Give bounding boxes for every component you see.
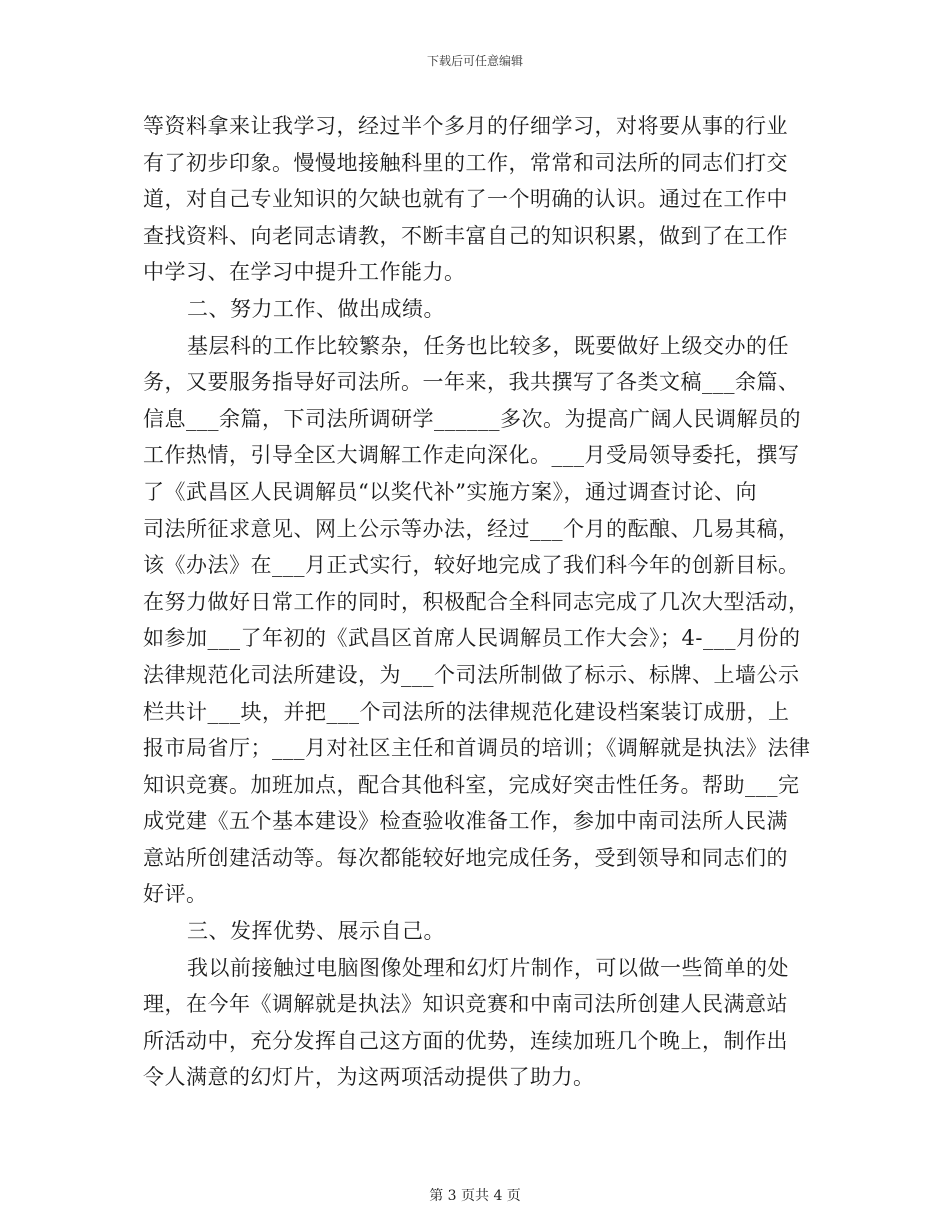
text-line: 道，对自己专业知识的欠缺也就有了一个明确的认识。通过在工作中 [143,187,788,212]
text-line: 在努力做好日常工作的同时，积极配合全科同志完成了几次大型活动， [143,589,810,614]
text-line: 知识竞赛。加班加点，配合其他科室，完成好突击性任务。帮助___完 [143,772,800,797]
text-line: 该《办法》在___月正式实行，较好地完成了我们科今年的创新目标。 [143,553,800,578]
text-line: 司法所征求意见、网上公示等办法，经过___个月的酝酿、几易其稿， [143,516,800,541]
text-line: 信息___余篇，下司法所调研学______多次。为提高广阔人民调解员的 [143,406,801,431]
document-body [143,108,813,1096]
text-line: 法律规范化司法所建设，为___个司法所制做了标示、标牌、上墙公示 [143,662,800,687]
text-line: 栏共计___块，并把___个司法所的法律规范化建设档案装订成册，上 [143,699,790,724]
text-line: 了《武昌区人民调解员“以奖代补”实施方案》，通过调查讨论、向 [143,479,757,504]
page-header: 下载后可任意编辑 [426,54,523,68]
page-number: 第 3 页共 4 页 [429,1188,521,1204]
text-line: 三、发挥优势、展示自己。 [187,919,445,944]
text-line: 基层科的工作比较繁杂，任务也比较多，既要做好上级交办的任 [187,333,789,358]
text-line: 务，又要服务指导好司法所。一年来，我共撰写了各类文稿___余篇、 [143,370,800,395]
text-line: 有了初步印象。慢慢地接触科里的工作，常常和司法所的同志们打交 [143,150,788,175]
text-line: 好评。 [143,882,208,907]
text-line: 等资料拿来让我学习，经过半个多月的仔细学习，对将要从事的行业 [143,114,788,138]
text-line: 理，在今年《调解就是执法》知识竞赛和中南司法所创建人民满意站 [143,992,788,1017]
text-line: 二、努力工作、做出成绩。 [187,296,445,321]
text-line: 工作热情，引导全区大调解工作走向深化。___月受局领导委托，撰写 [143,443,800,468]
text-line: 中学习、在学习中提升工作能力。 [143,260,466,285]
text-line: 意站所创建活动等。每次都能较好地完成任务，受到领导和同志们的 [143,845,788,870]
text-line: 成党建《五个基本建设》检查验收准备工作，参加中南司法所人民满 [143,809,788,834]
text-line: 令人满意的幻灯片，为这两项活动提供了助力。 [143,1065,595,1090]
text-line: 我以前接触过电脑图像处理和幻灯片制作，可以做一些简单的处 [187,955,789,980]
text-line: 如参加___了年初的《武昌区首席人民调解员工作大会》；4-___月份的 [143,626,801,651]
text-line: 报市局省厅；___月对社区主任和首调员的培训；《调解就是执法》法律 [143,736,811,761]
text-line: 查找资料、向老同志请教，不断丰富自己的知识积累，做到了在工作 [143,223,788,248]
text-line: 所活动中，充分发挥自己这方面的优势，连续加班几个晚上，制作出 [143,1028,788,1053]
